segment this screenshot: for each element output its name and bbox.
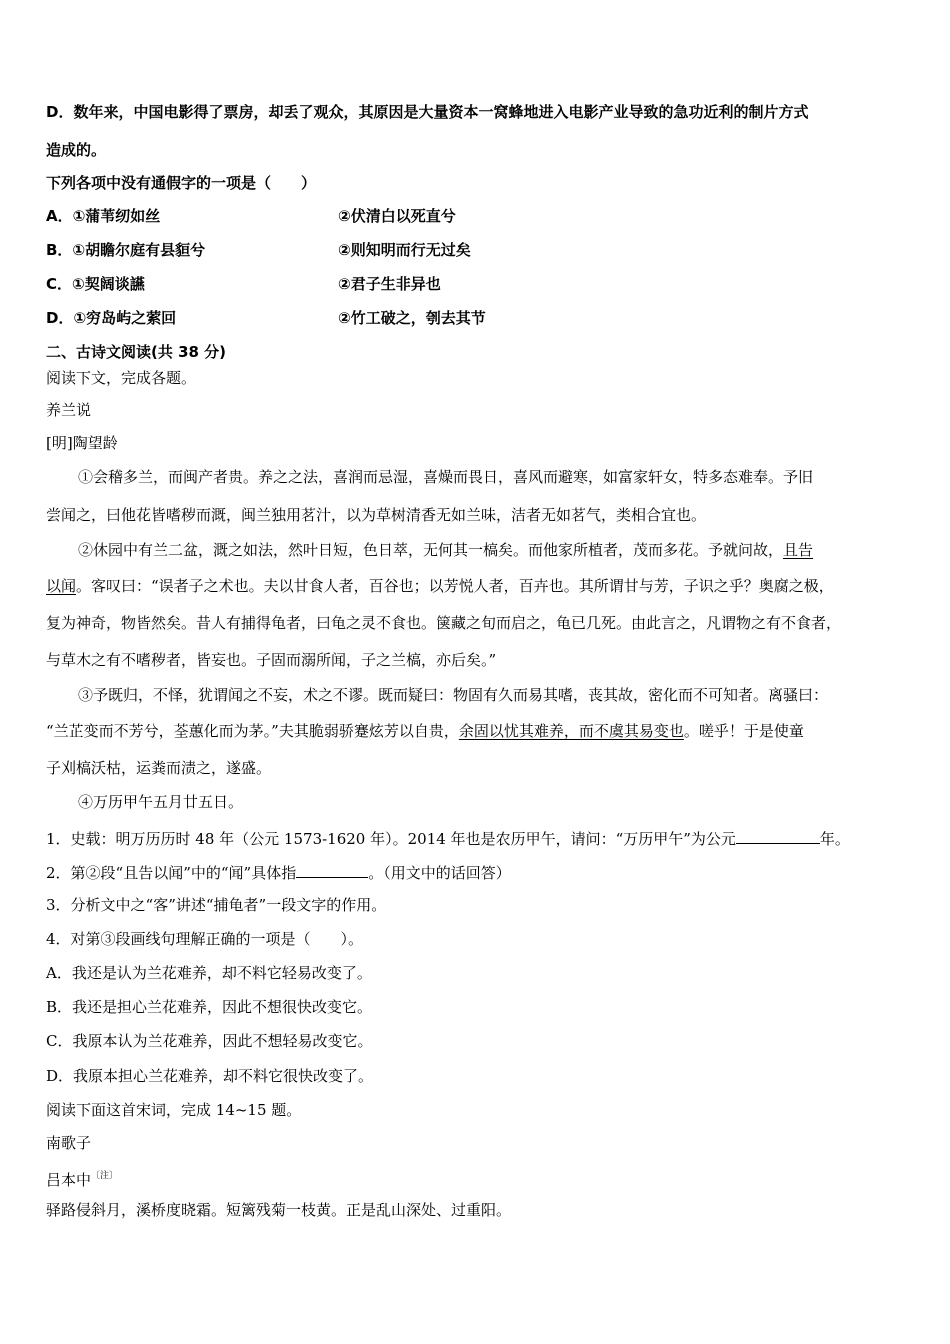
paragraph-2-line2	[46, 576, 834, 596]
question-1	[46, 827, 850, 849]
question-4-option-a: A．我还是认为兰花难养，却不料它轻易改变了。	[46, 964, 372, 982]
text-run: 2．第②段“且告以闻”中的“闻”具体指	[46, 864, 297, 882]
song-ci-intro: 阅读下面这首宋词，完成 14~15 题。	[46, 1101, 302, 1119]
song-ci-author	[46, 1166, 118, 1190]
text-run: 。（用文中的话回答）	[368, 864, 511, 882]
answer-blank[interactable]	[296, 861, 368, 878]
question-4-option-c: C．我原本认为兰花难养，因此不想轻易改变它。	[46, 1032, 373, 1050]
author-name: 吕本中	[46, 1171, 92, 1189]
question-2	[46, 861, 511, 883]
question-4-option-d: D．我原本担心兰花难养，却不料它很快改变了。	[46, 1067, 374, 1085]
paragraph-3-line3: 子刈槁沃枯，运粪而渍之，遂盛。	[46, 759, 272, 777]
paragraph-3-line2	[46, 721, 804, 741]
question-tongjia-stem: 下列各项中没有通假字的一项是（ ）	[46, 174, 317, 192]
option-right: ②伏清白以死直兮	[338, 207, 456, 225]
option-left: A．①蒲苇纫如丝	[46, 207, 161, 225]
tongjia-option-d	[46, 308, 486, 328]
song-ci-line1: 驿路侵斜月，溪桥度晓霜。短篱残菊一枝黄。正是乱山深处、过重阳。	[46, 1201, 512, 1219]
paragraph-2-line4: 与草木之有不嗜秽者，皆妄也。子固而溺所闻，子之兰槁，亦后矣。”	[46, 651, 497, 669]
text-run: 年。	[819, 830, 850, 848]
paragraph-1-line2: 尝闻之，曰他花皆嗜秽而溉，闽兰独用茗汁，以为草树清香无如兰味，洁者无如茗气，类相合宜也。	[46, 506, 707, 524]
text-run: 。嗟乎！于是使童	[683, 722, 804, 740]
underlined-sentence: 余固以忧其难养，而不虞其易变也	[458, 722, 684, 740]
option-right: ②竹工破之，刳去其节	[338, 309, 486, 327]
question-3: 3．分析文中之“客”讲述“捕龟者”一段文字的作用。	[46, 896, 387, 914]
option-d-line2: 造成的。	[46, 141, 107, 159]
reading-intro: 阅读下文，完成各题。	[46, 369, 197, 387]
paragraph-4: ④万历甲午五月廿五日。	[78, 793, 244, 811]
passage-author: [明]陶望龄	[46, 434, 118, 452]
text-run: 1．史载：明万历历时 48 年（公元 1573-1620 年）。2014 年也是农历甲午，请问：“万历甲午”为公元	[46, 830, 736, 848]
option-left: B．①胡瞻尔庭有县貆兮	[46, 241, 206, 259]
paragraph-3-line1: ③予既归，不怿，犹谓闻之不妄，术之不谬。既而疑曰：物固有久而易其嗜，丧其故，密化而不可知者。离骚曰：	[78, 686, 829, 704]
text-run: 。客叹曰：“误者子之术也。夫以甘食人者，百谷也；以芳悦人者，百卉也。其所谓甘与芳，子识之乎？奥腐之极，	[76, 577, 834, 595]
tongjia-option-b	[46, 240, 471, 260]
song-ci-title: 南歌子	[46, 1134, 92, 1152]
underlined-phrase: 且告	[783, 541, 814, 559]
answer-blank[interactable]	[736, 827, 820, 844]
option-left: C．①契阔谈讌	[46, 275, 145, 293]
option-right: ②君子生非异也	[338, 275, 441, 293]
question-4-option-b: B．我还是担心兰花难养，因此不想很快改变它。	[46, 998, 373, 1016]
paragraph-2-line3: 复为神奇，物皆然矣。昔人有捕得龟者，曰龟之灵不食也。箧藏之旬而启之，龟已几死。由此言之，凡谓物之有不食者，	[46, 614, 842, 632]
text-run: ②休园中有兰二盆，溉之如法，然叶日短，色日萃，无何其一槁矣。而他家所植者，茂而多花。予就问故，	[78, 541, 784, 559]
note-mark: 〔注〕	[91, 1171, 119, 1181]
section-heading: 二、古诗文阅读(共 38 分)	[46, 343, 227, 361]
question-4: 4．对第③段画线句理解正确的一项是（ ）。	[46, 930, 364, 948]
passage-title: 养兰说	[46, 401, 92, 419]
tongjia-option-c	[46, 274, 441, 294]
option-d-line1: D．数年来，中国电影得了票房，却丢了观众，其原因是大量资本一窝蜂地进入电影产业导致的急功近利的制片方式	[46, 103, 809, 121]
option-left: D．①穷岛屿之萦回	[46, 309, 177, 327]
tongjia-option-a	[46, 206, 456, 226]
paragraph-1-line1: ①会稽多兰，而闽产者贵。养之之法，喜润而忌湿，喜燥而畏日，喜风而避寒，如富家轩女，特多态难奉。予旧	[78, 468, 814, 486]
text-run: “兰芷变而不芳兮，荃蕙化而为茅。”夫其脆弱骄蹇炫芳以自贵，	[46, 722, 459, 740]
paragraph-2-line1	[78, 540, 813, 560]
option-right: ②则知明而行无过矣	[338, 241, 471, 259]
underlined-phrase: 以闻	[46, 577, 77, 595]
